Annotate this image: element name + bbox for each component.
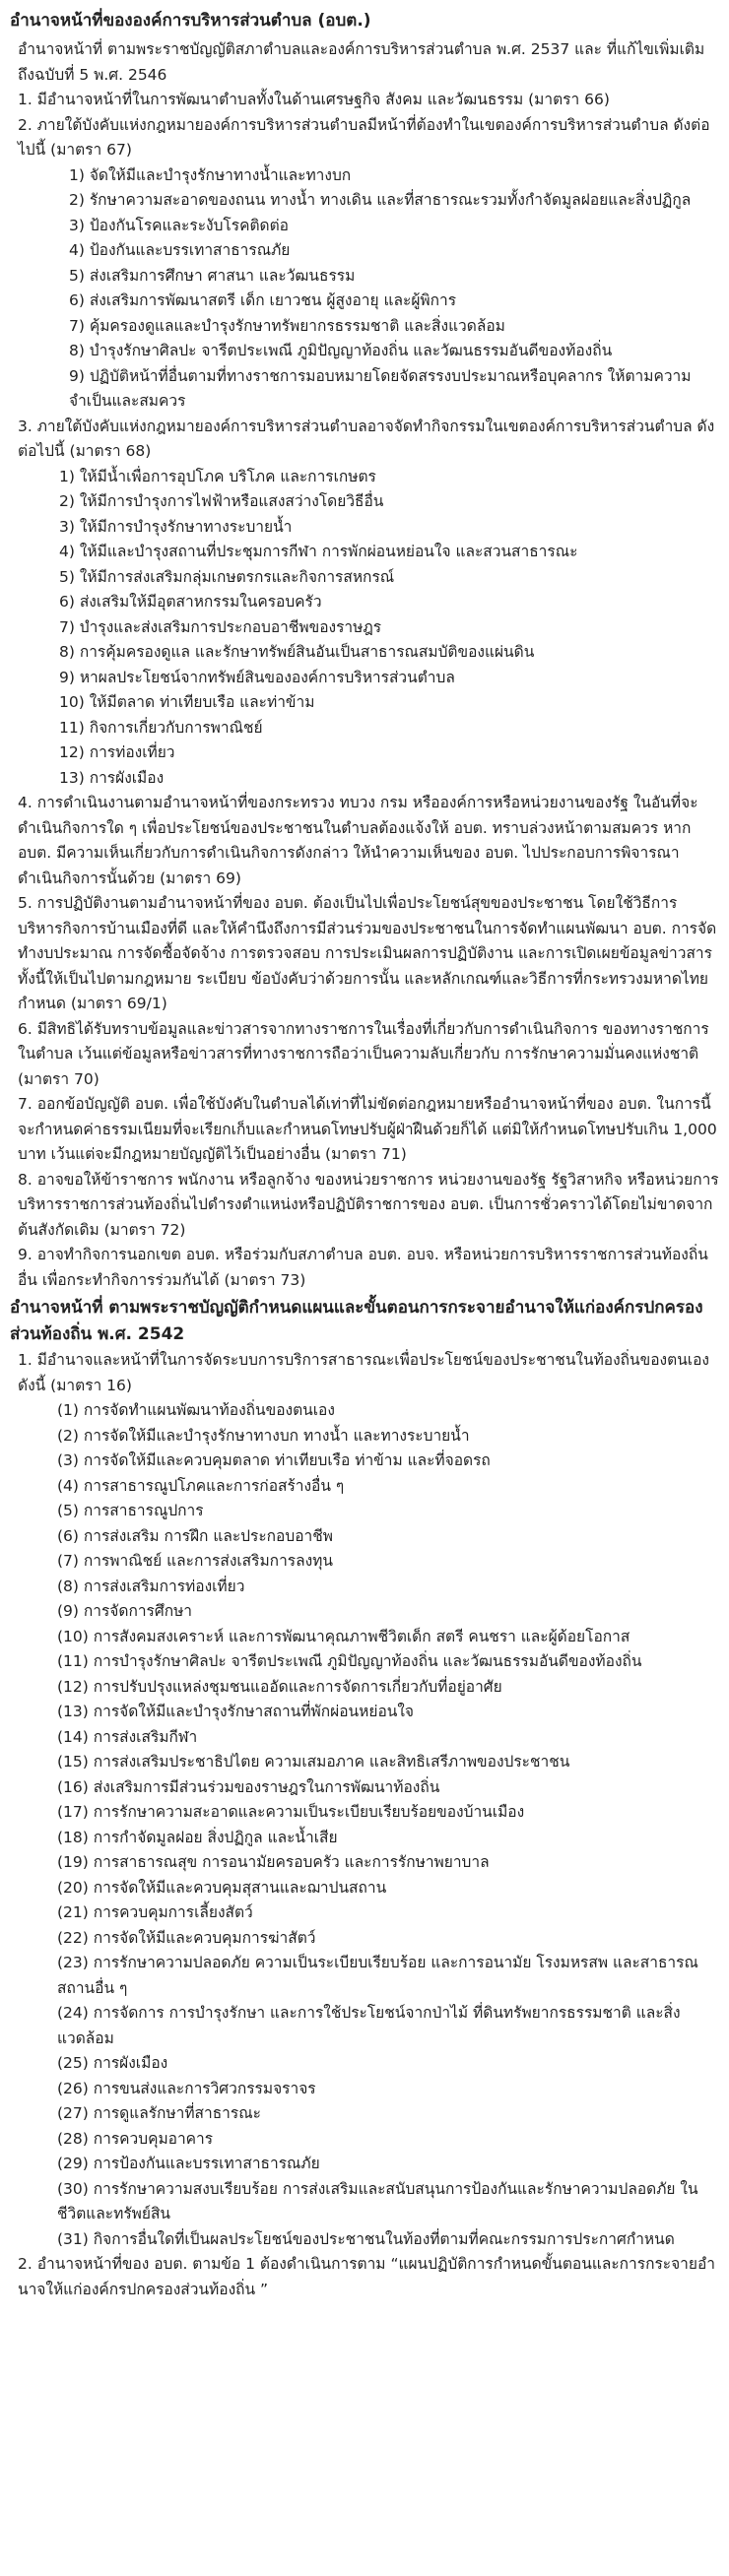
list-item: 2) รักษาความสะอาดของถนน ทางน้ำ ทางเดิน และที่สาธารณะรวมทั้งกำจัดมูลฝอยและสิ่งปฏิกูล bbox=[69, 191, 692, 209]
section-2: 2. ภายใต้บังคับแห่งกฎหมายองค์การบริหารส่วนตำบลมีหน้าที่ต้องทำในเขตองค์การบริหารส่วนตำบล ดังต่อไปนี้ (มาตรา 67) bbox=[18, 115, 710, 159]
list-item: (14) การส่งเสริมกีฬา bbox=[57, 1727, 198, 1746]
list-item: (29) การป้องกันและบรรเทาสาธารณภัย bbox=[57, 2155, 320, 2172]
list-item: 1) ให้มีน้ำเพื่อการอุปโภค บริโภค และการเกษตร bbox=[59, 467, 376, 485]
list-item: (19) การสาธารณสุข การอนามัยครอบครัว และการรักษาพยาบาล bbox=[57, 1853, 490, 1871]
list-item: 8) การคุ้มครองดูแล และรักษาทรัพย์สินอันเป็นสาธารณสมบัติของแผ่นดิน bbox=[59, 643, 535, 661]
list-item: (18) การกำจัดมูลฝอย สิ่งปฏิกูล และน้ำเสีย bbox=[57, 1828, 338, 1846]
list-item: (5) การสาธารณูปการ bbox=[57, 1502, 204, 1519]
list-item: (31) กิจการอื่นใดที่เป็นผลประโยชน์ของประชาชนในท้องที่ตามที่คณะกรรมการประกาศกำหนด bbox=[57, 2229, 675, 2248]
list-item: (17) การรักษาความสะอาดและความเป็นระเบียบเรียบร้อยของบ้านเมือง bbox=[57, 1803, 525, 1821]
list-item: 3) ป้องกันโรคและระงับโรคติดต่อ bbox=[69, 216, 289, 234]
section-b1-list bbox=[10, 1398, 719, 2252]
list-item: (11) การบำรุงรักษาศิลปะ จารีตประเพณี ภูมิปัญญาท้องถิ่น และวัฒนธรรมอันดีของท้องถิ่น bbox=[57, 1652, 642, 1670]
list-item: (20) การจัดให้มีและควบคุมสุสานและฌาปนสถาน bbox=[57, 1878, 387, 1897]
section-8: 8. อาจขอให้ข้าราชการ พนักงาน หรือลูกจ้าง ของหน่วยราชการ หน่วยงานของรัฐ รัฐวิสาหกิจ หรือหน่วยการบริหารราชการส่วนท้องถิ่นไปดำรงตำแหน่งหรือปฏิบัติราชการของ อบต. เป็นการชั่วคราวได้โดยไม่ขาดจากต้นสังกัดเดิม (มาตรา 72) bbox=[18, 1170, 719, 1239]
list-item: 1) จัดให้มีและบำรุงรักษาทางน้ำและทางบก bbox=[69, 165, 352, 184]
list-item: (1) การจัดทำแผนพัฒนาท้องถิ่นของตนเอง bbox=[57, 1401, 335, 1419]
list-item: 7) คุ้มครองดูแลและบำรุงรักษาทรัพยากรธรรมชาติ และสิ่งแวดล้อม bbox=[69, 316, 505, 335]
list-item: 4) ให้มีและบำรุงสถานที่ประชุมการกีฬา การพักผ่อนหย่อนใจ และสวนสาธารณะ bbox=[59, 543, 578, 560]
section-7: 7. ออกข้อบัญญัติ อบต. เพื่อใช้บังคับในตำบลได้เท่าที่ไม่ขัดต่อกฎหมายหรืออำนาจหน้าที่ของ อบต. ในการนี้จะกำหนดค่าธรรมเนียมที่จะเรียกเก็บและกำหนดโทษปรับผู้ฝ่าฝืนด้วยก็ได้ แต่มิให้กำหนดโทษปรับเกิน 1,000 บาท เว้นแต่จะมีกฎหมายบัญญัติไว้เป็นอย่างอื่น (มาตรา 71) bbox=[18, 1095, 717, 1163]
section-b1: 1. มีอำนาจและหน้าที่ในการจัดระบบการบริการสาธารณะเพื่อประโยชน์ของประชาชนในท้องถิ่นของตนเองดังนี้ (มาตรา 16) bbox=[18, 1351, 709, 1394]
list-item: 9) ปฏิบัติหน้าที่อื่นตามที่ทางราชการมอบหมายโดยจัดสรรงบประมาณหรือบุคลากร ให้ตามความจำเป็นและสมควร bbox=[69, 366, 692, 410]
list-item: (2) การจัดให้มีและบำรุงรักษาทางบก ทางน้ำ และทางระบายน้ำ bbox=[57, 1426, 470, 1445]
list-item: 5) ให้มีการส่งเสริมกลุ่มเกษตรกรและกิจการสหกรณ์ bbox=[59, 567, 395, 586]
list-item: (22) การจัดให้มีและควบคุมการฆ่าสัตว์ bbox=[57, 1928, 316, 1947]
list-item: 13) การผังเมือง bbox=[59, 768, 165, 787]
section-6: 6. มีสิทธิได้รับทราบข้อมูลและข่าวสารจากทางราชการในเรื่องที่เกี่ยวกับการดำเนินกิจการ ของทางราชการในตำบล เว้นแต่ข้อมูลหรือข่าวสารที่ทางราชการถือว่าเป็นความลับเกี่ยวกับ การรักษาความมั่นคงแห่งชาติ (มาตรา 70) bbox=[18, 1019, 709, 1088]
list-item: (10) การสังคมสงเคราะห์ และการพัฒนาคุณภาพชีวิตเด็ก สตรี คนชรา และผู้ด้อยโอกาส bbox=[57, 1627, 630, 1645]
page-title: อำนาจหน้าที่ขององค์การบริหารส่วนตำบล (อบต.) bbox=[10, 11, 371, 31]
list-item: 7) บำรุงและส่งเสริมการประกอบอาชีพของราษฎร bbox=[59, 617, 382, 636]
list-item: (13) การจัดให้มีและบำรุงรักษาสถานที่พักผ่อนหย่อนใจ bbox=[57, 1703, 414, 1720]
section-b2: 2. อำนาจหน้าที่ของ อบต. ตามข้อ 1 ต้องดำเนินการตาม “แผนปฏิบัติการกำหนดขั้นตอนและการกระจายอำนาจให้แก่องค์กรปกครองส่วนท้องถิ่น ” bbox=[18, 2255, 715, 2298]
section-heading-2542: อำนาจหน้าที่ ตามพระราชบัญญัติกำหนดแผนและขั้นตอนการกระจายอำนาจให้แก่องค์กรปกครองส่วนท้องถิ่น พ.ศ. 2542 bbox=[10, 1298, 703, 1344]
section-4: 4. การดำเนินงานตามอำนาจหน้าที่ของกระทรวง ทบวง กรม หรือองค์การหรือหน่วยงานของรัฐ ในอันที่จะดำเนินกิจการใด ๆ เพื่อประโยชน์ของประชาชนในตำบลต้องแจ้งให้ อบต. ทราบล่วงหน้าตามสมควร หาก อบต. มีความเห็นเกี่ยวกับการดำเนินกิจการดังกล่าว ให้นำความเห็นของ อบต. ไปประกอบการพิจารณาดำเนินกิจการนั้นด้วย (มาตรา 69) bbox=[18, 794, 698, 887]
list-item: 4) ป้องกันและบรรเทาสาธารณภัย bbox=[69, 241, 291, 259]
list-item: (25) การผังเมือง bbox=[57, 2054, 168, 2072]
list-item: (16) ส่งเสริมการมีส่วนร่วมของราษฎรในการพัฒนาท้องถิ่น bbox=[57, 1777, 440, 1796]
list-item: (26) การขนส่งและการวิศวกรรมจราจร bbox=[57, 2079, 316, 2097]
list-item: (6) การส่งเสริม การฝึก และประกอบอาชีพ bbox=[57, 1526, 333, 1545]
list-item: (12) การปรับปรุงแหล่งชุมชนแออัดและการจัดการเกี่ยวกับที่อยู่อาศัย bbox=[57, 1677, 502, 1696]
list-item: (7) การพาณิชย์ และการส่งเสริมการลงทุน bbox=[57, 1552, 333, 1570]
section-3-list bbox=[10, 465, 719, 792]
section-9: 9. อาจทำกิจการนอกเขต อบต. หรือร่วมกับสภาตำบล อบต. อบจ. หรือหน่วยการบริหารราชการส่วนท้องถิ่นอื่น เพื่อกระทำกิจการร่วมกันได้ (มาตรา 73) bbox=[18, 1246, 708, 1289]
section-1: 1. มีอำนาจหน้าที่ในการพัฒนาตำบลทั้งในด้านเศรษฐกิจ สังคม และวัฒนธรรม (มาตรา 66) bbox=[18, 91, 610, 108]
list-item: 12) การท่องเที่ยว bbox=[59, 743, 175, 761]
list-item: (15) การส่งเสริมประชาธิปไตย ความเสมอภาค และสิทธิเสรีภาพของประชาชน bbox=[57, 1753, 570, 1771]
section-5: 5. การปฏิบัติงานตามอำนาจหน้าที่ของ อบต. ต้องเป็นไปเพื่อประโยชน์สุขของประชาชน โดยใช้วิธีการบริหารกิจการบ้านเมืองที่ดี และให้คำนึงถึงการมีส่วนร่วมของประชาชนในการจัดทำแผนพัฒนา อบต. การจัดทำงบประมาณ การจัดซื้อจัดจ้าง การตรวจสอบ การประเมินผลการปฏิบัติงาน และการเปิดเผยข้อมูลข่าวสาร ทั้งนี้ให้เป็นไปตามกฎหมาย ระเบียบ ข้อบังคับว่าด้วยการนั้น และหลักเกณฑ์และวิธีการที่กระทรวงมหาดไทยกำหนด (มาตรา 69/1) bbox=[18, 894, 717, 1012]
list-item: 9) หาผลประโยชน์จากทรัพย์สินขององค์การบริหารส่วนตำบล bbox=[59, 668, 455, 686]
list-item: 2) ให้มีการบำรุงการไฟฟ้าหรือแสงสว่างโดยวิธีอื่น bbox=[59, 492, 384, 510]
list-item: (27) การดูแลรักษาที่สาธารณะ bbox=[57, 2104, 261, 2122]
section-3: 3. ภายใต้บังคับแห่งกฎหมายองค์การบริหารส่วนตำบลอาจจัดทำกิจกรรมในเขตองค์การบริหารส่วนตำบล ดังต่อไปนี้ (มาตรา 68) bbox=[18, 417, 715, 460]
list-item: 11) กิจการเกี่ยวกับการพาณิชย์ bbox=[59, 718, 263, 737]
list-item: (9) การจัดการศึกษา bbox=[57, 1602, 193, 1620]
list-item: (30) การรักษาความสงบเรียบร้อย การส่งเสริมและสนับสนุนการป้องกันและรักษาความปลอดภัย ในชีวิตและทรัพย์สิน bbox=[57, 2179, 698, 2222]
list-item: (28) การควบคุมอาคาร bbox=[57, 2129, 214, 2148]
list-item: 6) ส่งเสริมการพัฒนาสตรี เด็ก เยาวชน ผู้สูงอายุ และผู้พิการ bbox=[69, 291, 457, 309]
list-item: (8) การส่งเสริมการท่องเที่ยว bbox=[57, 1577, 245, 1595]
list-item: (4) การสาธารณูปโภคและการก่อสร้างอื่น ๆ bbox=[57, 1476, 345, 1495]
list-item: 8) บำรุงรักษาศิลปะ จารีตประเพณี ภูมิปัญญาท้องถิ่น และวัฒนธรรมอันดีของท้องถิ่น bbox=[69, 342, 613, 359]
list-item: (3) การจัดให้มีและควบคุมตลาด ท่าเทียบเรือ ท่าข้าม และที่จอดรถ bbox=[57, 1451, 491, 1469]
list-item: 3) ให้มีการบำรุงรักษาทางระบายน้ำ bbox=[59, 517, 293, 536]
list-item: (23) การรักษาความปลอดภัย ความเป็นระเบียบเรียบร้อย และการอนามัย โรงมหรสพ และสาธารณสถานอื่น ๆ bbox=[57, 1954, 698, 1997]
list-item: 5) ส่งเสริมการศึกษา ศาสนา และวัฒนธรรม bbox=[69, 266, 356, 285]
list-item: 10) ให้มีตลาด ท่าเทียบเรือ และท่าข้าม bbox=[59, 693, 315, 711]
list-item: 6) ส่งเสริมให้มีอุตสาหกรรมในครอบครัว bbox=[59, 593, 322, 611]
list-item: (24) การจัดการ การบำรุงรักษา และการใช้ประโยชน์จากป่าไม้ ที่ดินทรัพยากรธรรมชาติ และสิ่งแวดล้อม bbox=[57, 2004, 681, 2047]
intro-paragraph: อำนาจหน้าที่ ตามพระราชบัญญัติสภาตำบลและองค์การบริหารส่วนตำบล พ.ศ. 2537 และ ที่แก้ไขเพิ่มเติมถึงฉบับที่ 5 พ.ศ. 2546 bbox=[18, 40, 705, 84]
section-2-list bbox=[10, 163, 719, 415]
list-item: (21) การควบคุมการเลี้ยงสัตว์ bbox=[57, 1903, 253, 1921]
